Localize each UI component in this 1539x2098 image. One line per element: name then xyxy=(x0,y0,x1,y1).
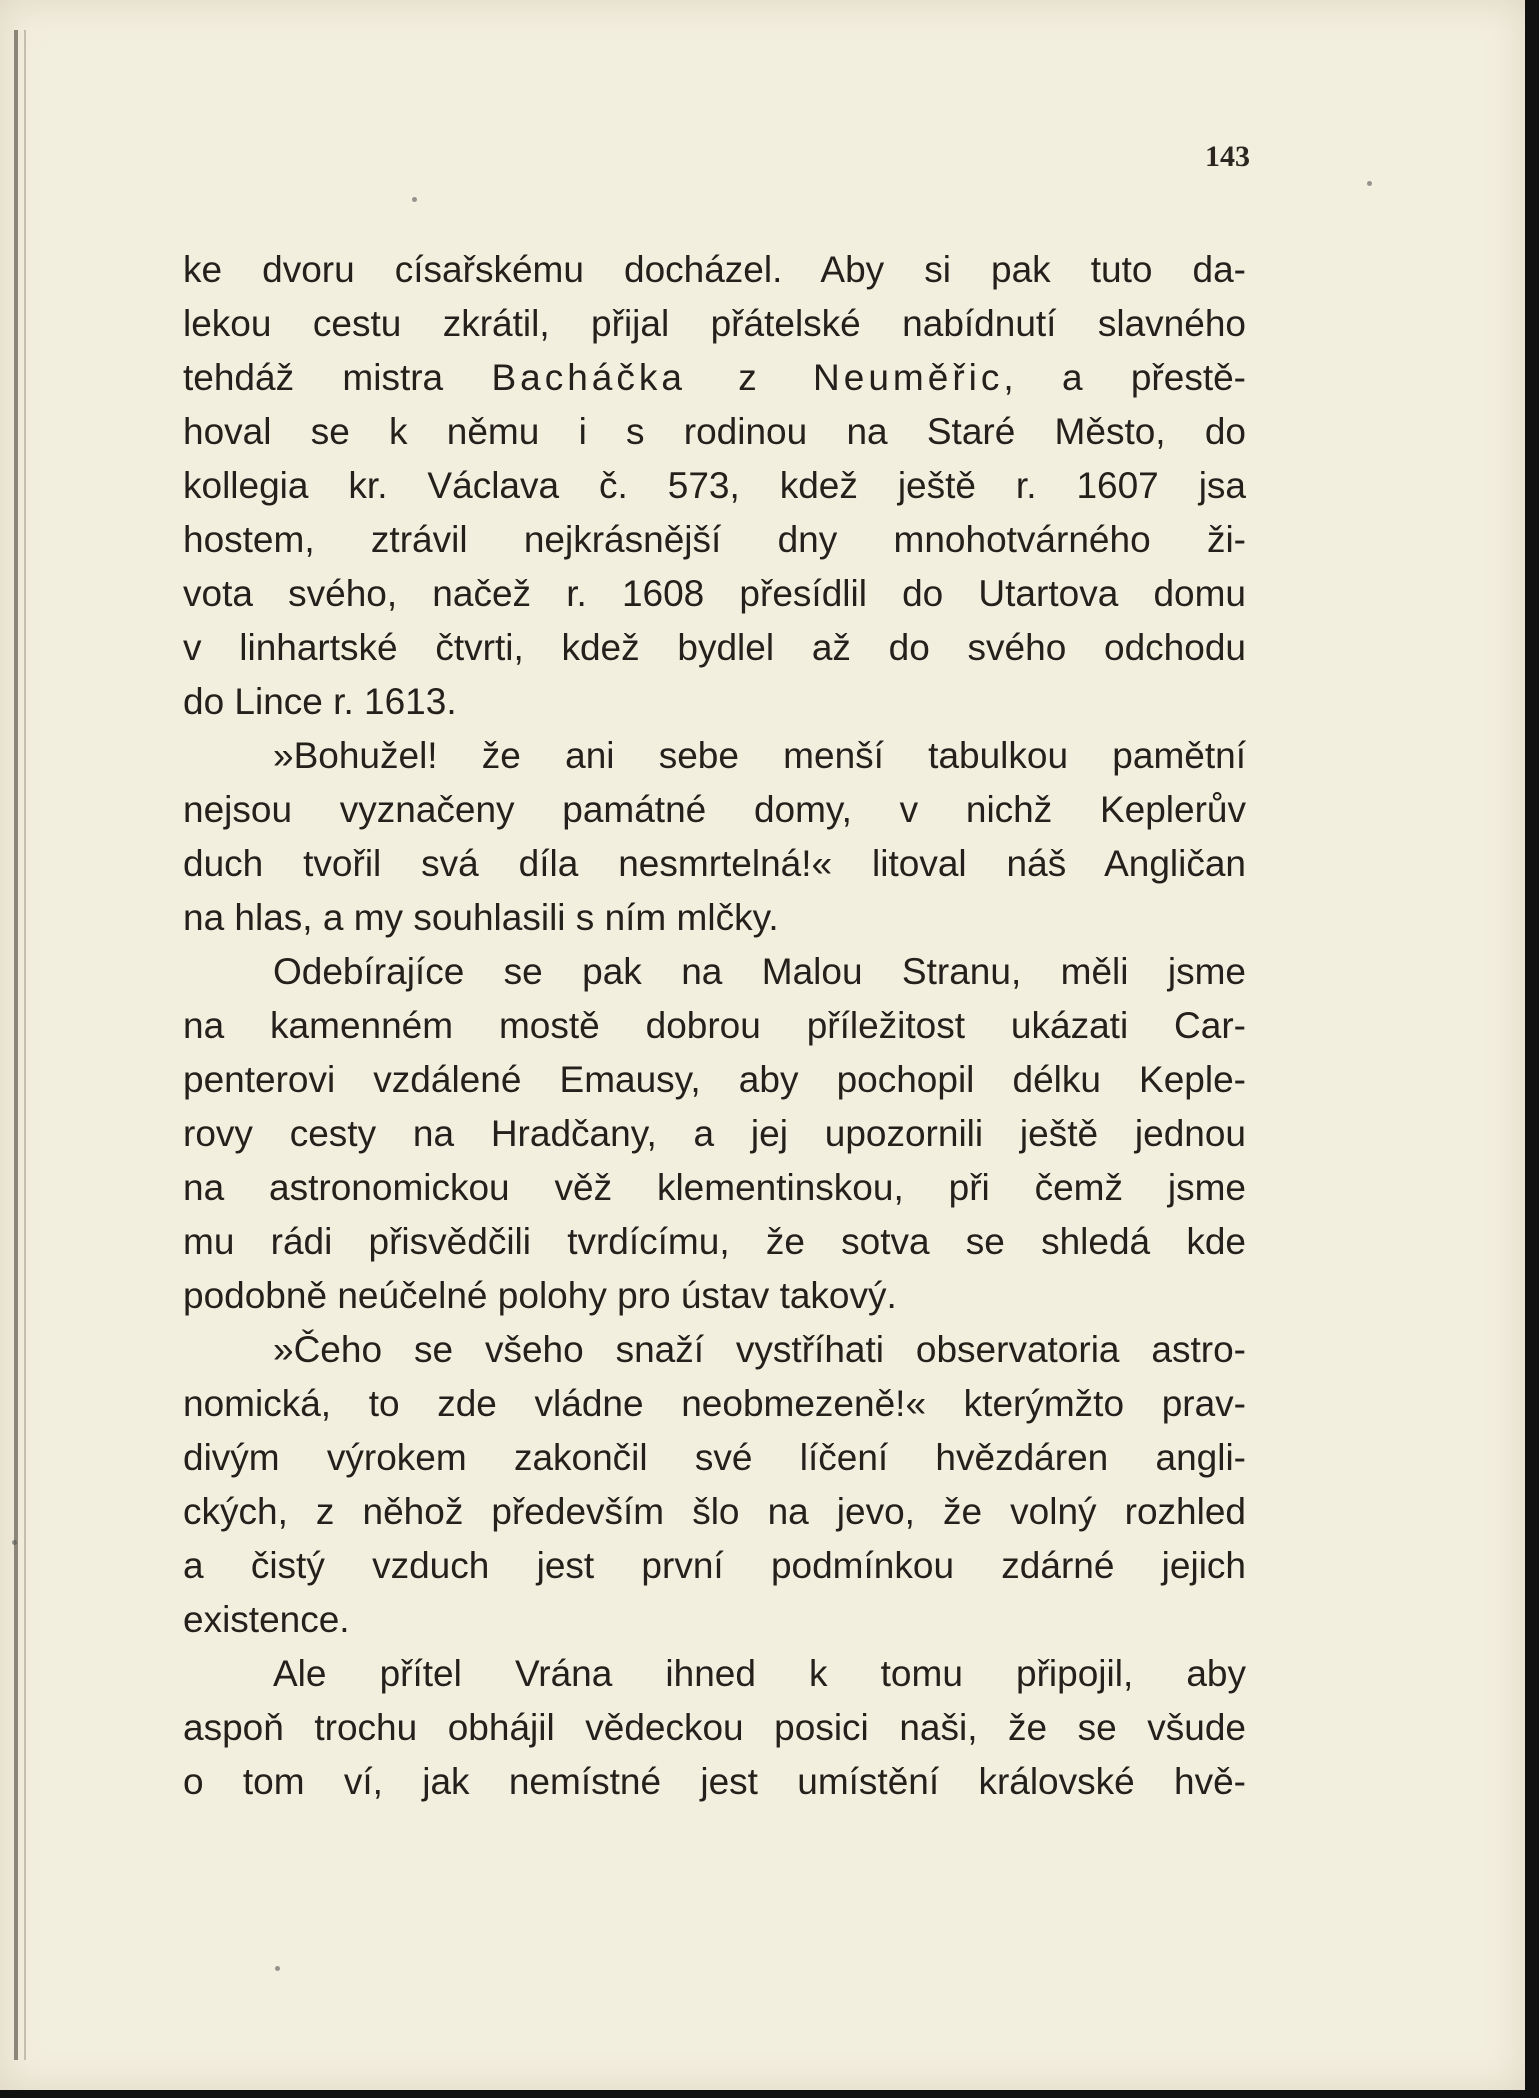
text-line: mu rádi přisvědčili tvrdícímu, že sotva se shledá kde xyxy=(183,1221,1246,1262)
binding-shadow xyxy=(14,30,18,2060)
print-speck xyxy=(12,1540,17,1545)
text-line: divým výrokem zakončil své líčení hvězdáren angli- xyxy=(183,1437,1246,1478)
text-line: v linhartské čtvrti, kdež bydlel až do svého odchodu xyxy=(183,627,1246,668)
print-speck xyxy=(1367,181,1372,186)
scan-border-bottom xyxy=(0,2090,1539,2098)
text-line: existence. xyxy=(183,1599,350,1640)
text-line: penterovi vzdálené Emausy, aby pochopil délku Keple- xyxy=(183,1059,1246,1100)
body-text xyxy=(183,243,1246,1809)
scan-border-right xyxy=(1525,0,1539,2098)
spaced-name: Bacháčka z Neuměřic xyxy=(491,357,1004,398)
text-line: kollegia kr. Václava č. 573, kdež ještě r. 1607 jsa xyxy=(183,465,1246,506)
print-speck xyxy=(275,1966,280,1971)
text-line: hoval se k němu i s rodinou na Staré Město, do xyxy=(183,411,1246,452)
text-segment: , a přestě- xyxy=(1003,357,1246,398)
text-line: hostem, ztrávil nejkrásnější dny mnohotvárného ži- xyxy=(183,519,1246,560)
text-line: na astronomickou věž klementinskou, při čemž jsme xyxy=(183,1167,1246,1208)
page-number: 143 xyxy=(1205,140,1250,173)
text-line: aspoň trochu obhájil vědeckou posici naši, že se všude xyxy=(183,1707,1246,1748)
text-line: a čistý vzduch jest první podmínkou zdárné jejich xyxy=(183,1545,1246,1586)
text-line: na kamenném mostě dobrou příležitost ukázati Car- xyxy=(183,1005,1246,1046)
text-line: do Lince r. 1613. xyxy=(183,681,457,722)
text-line: podobně neúčelné polohy pro ústav takový. xyxy=(183,1275,897,1316)
text-line: ke dvoru císařskému docházel. Aby si pak tuto da- xyxy=(183,249,1246,290)
text-line: o tom ví, jak nemístné jest umístění královské hvě- xyxy=(183,1761,1246,1802)
text-line: Odebírajíce se pak na Malou Stranu, měli jsme xyxy=(273,951,1246,992)
text-line: »Bohužel! že ani sebe menší tabulkou pamětní xyxy=(273,735,1246,776)
print-speck xyxy=(412,197,417,202)
text-line: ckých, z něhož především šlo na jevo, že volný rozhled xyxy=(183,1491,1246,1532)
text-line: Ale přítel Vrána ihned k tomu připojil, aby xyxy=(273,1653,1246,1694)
text-line: lekou cestu zkrátil, přijal přátelské nabídnutí slavného xyxy=(183,303,1246,344)
text-line: rovy cesty na Hradčany, a jej upozornili ještě jednou xyxy=(183,1113,1246,1154)
text-line xyxy=(183,351,1246,405)
text-line: »Čeho se všeho snaží vystříhati observatoria astro- xyxy=(273,1329,1246,1370)
text-line: vota svého, načež r. 1608 přesídlil do Utartova domu xyxy=(183,573,1246,614)
text-line: na hlas, a my souhlasili s ním mlčky. xyxy=(183,897,779,938)
binding-shadow-inner xyxy=(24,30,26,2060)
text-line: duch tvořil svá díla nesmrtelná!« litoval náš Angličan xyxy=(183,843,1246,884)
text-line: nejsou vyznačeny památné domy, v nichž Keplerův xyxy=(183,789,1246,830)
text-segment: tehdáž mistra xyxy=(183,357,492,398)
text-line: nomická, to zde vládne neobmezeně!« kterýmžto prav- xyxy=(183,1383,1246,1424)
